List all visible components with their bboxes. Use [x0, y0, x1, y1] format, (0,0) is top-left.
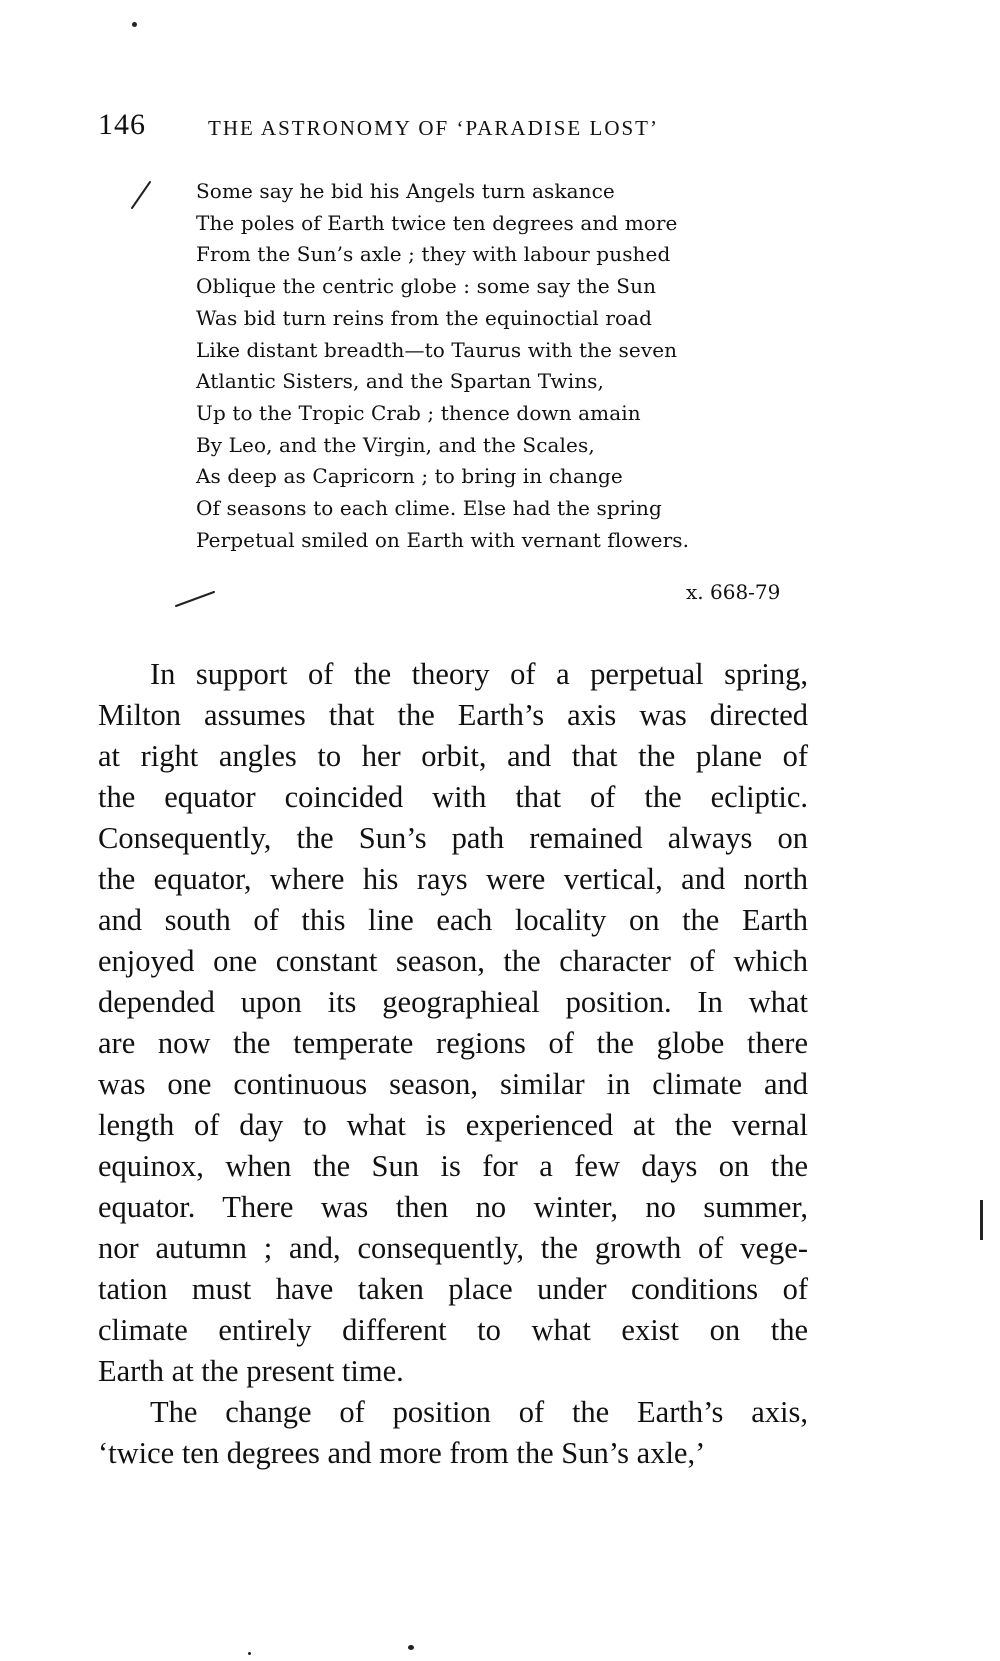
prose-line: equinox, when the Sun is for a few days on the: [98, 1149, 808, 1183]
poem-line: Some say he bid his Angels turn askance: [196, 179, 615, 203]
page-number: 146: [98, 108, 146, 141]
page-speck: [248, 1652, 251, 1655]
prose-line: climate entirely different to what exist on the: [98, 1313, 808, 1347]
prose-line: Milton assumes that the Earth’s axis was directed: [98, 698, 808, 732]
prose-line: are now the temperate regions of the globe there: [98, 1026, 808, 1060]
prose-line: length of day to what is experienced at the vernal: [98, 1108, 808, 1142]
poem-line: Like distant breadth—to Taurus with the seven: [196, 337, 678, 362]
margin-mark: [980, 1200, 983, 1240]
poem-line: Perpetual smiled on Earth with vernant flowers.: [196, 527, 690, 552]
prose-line: the equator coincided with that of the ecliptic.: [98, 780, 808, 814]
prose-line: enjoyed one constant season, the character of which: [98, 944, 808, 978]
prose-line: Earth at the present time.: [98, 1354, 404, 1388]
page-header: [98, 108, 798, 148]
page-speck: [408, 1645, 414, 1650]
poem-quotation: [196, 176, 836, 556]
running-head: THE ASTRONOMY OF ‘PARADISE LOST’: [208, 116, 659, 140]
prose-line: In support of the theory of a perpetual spring,: [150, 657, 808, 691]
poem-line: Of seasons to each clime. Else had the spring: [196, 496, 662, 521]
pencil-mark-icon: [126, 180, 166, 230]
poem-line: The poles of Earth twice ten degrees and more: [196, 210, 678, 235]
prose-line: The change of position of the Earth’s axis,: [150, 1395, 808, 1429]
prose-line: equator. There was then no winter, no summer,: [98, 1190, 808, 1224]
pencil-dash-icon: [174, 588, 220, 612]
body-text: [98, 654, 808, 1474]
poem-line: Up to the Tropic Crab ; thence down amain: [196, 400, 641, 425]
poem-line: Atlantic Sisters, and the Spartan Twins,: [196, 369, 605, 394]
poem-line: Was bid turn reins from the equinoctial road: [196, 305, 653, 330]
prose-line: Consequently, the Sun’s path remained always on: [98, 821, 808, 855]
prose-line: depended upon its geographieal position. In what: [98, 985, 808, 1019]
prose-line: ‘twice ten degrees and more from the Sun’s axle,’: [98, 1436, 706, 1470]
prose-line: and south of this line each locality on the Earth: [98, 903, 808, 937]
poem-line: From the Sun’s axle ; they with labour pushed: [196, 242, 671, 267]
page-speck: [132, 22, 137, 27]
poem-line: By Leo, and the Virgin, and the Scales,: [196, 432, 595, 457]
prose-line: at right angles to her orbit, and that the plane of: [98, 739, 808, 773]
poem-line: As deep as Capricorn ; to bring in change: [196, 464, 623, 489]
prose-line: tation must have taken place under conditions of: [98, 1272, 808, 1306]
poem-line: Oblique the centric globe : some say the Sun: [196, 274, 657, 299]
prose-line: was one continuous season, similar in climate and: [98, 1067, 808, 1101]
poem-citation: x. 668-79: [686, 580, 781, 604]
prose-line: the equator, where his rays were vertical, and north: [98, 862, 808, 896]
prose-line: nor autumn ; and, consequently, the growth of vege-: [98, 1231, 808, 1265]
